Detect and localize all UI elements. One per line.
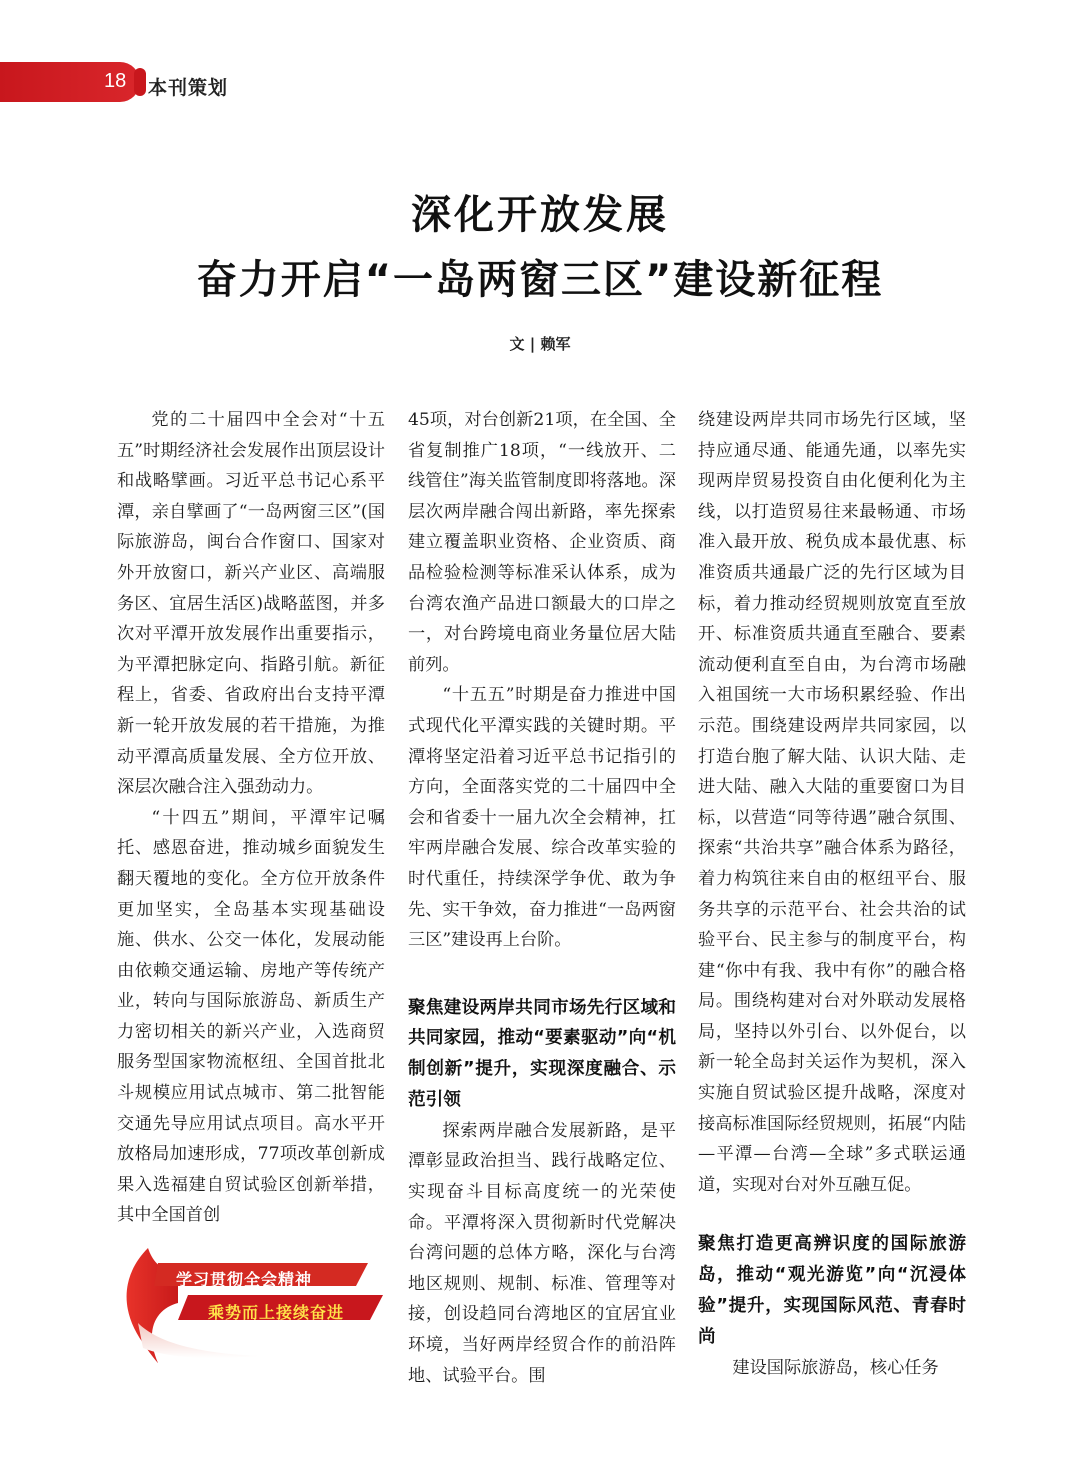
paragraph: “十五五”时期是奋力推进中国式现代化平潭实践的关键时期。平潭将坚定沿着习近平总书记指引的方向，全面落实党的二十届四中全会和省委十一届九次全会精神，扛牢两岸融合发展、综合改革实验的时代重任，持续深学争优、敢为争先、实干争效，奋力推进“一岛两窗三区”建设再上台阶。 xyxy=(408,685,676,951)
paragraph: 45项，对台创新21项，在全国、全省复制推广18项，“一线放开、二线管住”海关监管制度即将落地。深层次两岸融合闯出新路，率先探索建立覆盖职业资格、企业资质、商品检验检测等标准采认体系，成为台湾农渔产品进口额最大的口岸之一，对台跨境电商业务量位居大陆前列。 xyxy=(408,410,676,675)
text-column-2 xyxy=(408,405,676,1391)
banner-line1: 学习贯彻全会精神 xyxy=(176,1270,313,1289)
text-column-3 xyxy=(698,405,966,1383)
flame-fade xyxy=(138,1323,258,1358)
text-column-1 xyxy=(117,405,385,1231)
paragraph: 探索两岸融合发展新路，是平潭彰显政治担当、践行战略定位、实现奋斗目标高度统一的光荣使命。平潭将深入贯彻新时代党解决台湾问题的总体方略，深化与台湾地区规则、规制、标准、管理等对接，创设趋同台湾地区的宜居宜业环境，当好两岸经贸合作的前沿阵地、试验平台。围 xyxy=(408,1120,676,1386)
paragraph: 党的二十届四中全会对“十五五”时期经济社会发展作出顶层设计和战略擘画。习近平总书记心系平潭，亲自擘画了“一岛两窗三区”(国际旅游岛，闽台合作窗口、国家对外开放窗口，新兴产业区、高端服务区、宜居生活区)战略蓝图，并多次对平潭开放发展作出重要指示，为平潭把脉定向、指路引航。新征程上，省委、省政府出台支持平潭新一轮开放发展的若干措施，为推动平潭高质量发展、全方位开放、深层次融合注入强劲动力。 xyxy=(117,410,385,798)
paragraph: 绕建设两岸共同市场先行区域，坚持应通尽通、能通先通，以率先实现两岸贸易投资自由化便利化为主线，以打造贸易往来最畅通、市场准入最开放、税负成本最优惠、标准资质共通最广泛的先行区域为目标，着力推动经贸规则放宽直至放开、标准资质共通直至融合、要素流动便利直至自由，为台湾市场融入祖国统一大市场积累经验、作出示范。围绕建设两岸共同家园，以打造台胞了解大陆、认识大陆、走进大陆、融入大陆的重要窗口为目标，以营造“同等待遇”融合氛围、探索“共治共享”融合体系为路径，着力构筑往来自由的枢纽平台、服务共享的示范平台、社会共治的试验平台、民主参与的制度平台，构建“你中有我、我中有你”的融合格局。围绕构建对台对外联动发展格局，坚持以外引台、以外促台，以新一轮全岛封关运作为契机，深入实施自贸试验区提升战略，深度对接高标准国际经贸规则，拓展“内陆—平潭—台湾—全球”多式联运通道，实现对台对外互融互促。 xyxy=(698,410,966,1195)
byline: 文 | 赖军 xyxy=(509,335,571,353)
article-title-line1: 深化开放发展 xyxy=(411,192,669,238)
paragraph: 建设国际旅游岛，核心任务 xyxy=(732,1357,939,1378)
section-heading: 聚焦打造更高辨识度的国际旅游岛，推动“观光游览”向“沉浸体验”提升，实现国际风范、青春时尚 xyxy=(698,1234,966,1347)
paragraph: “十四五”期间，平潭牢记嘱托、感恩奋进，推动城乡面貌发生翻天覆地的变化。全方位开放条件更加坚实，全岛基本实现基础设施、供水、公交一体化，发展动能由依赖交通运输、房地产等传统产业，转向与国际旅游岛、新质生产力密切相关的新兴产业，入选商贸服务型国家物流枢纽、全国首批北斗规模应用试点城市、第二批智能交通先导应用试点项目。高水平开放格局加速形成，77项改革创新成果入选福建自贸试验区创新举措，其中全国首创 xyxy=(117,807,385,1226)
section-label: 本刊策划 xyxy=(148,77,229,99)
banner-line2: 乘势而上接续奋进 xyxy=(208,1303,345,1322)
section-heading: 聚焦建设两岸共同市场先行区域和共同家园，推动“要素驱动”向“机制创新”提升，实现深度融合、示范引领 xyxy=(408,997,676,1111)
article-title-line2: 奋力开启“一岛两窗三区”建设新征程 xyxy=(196,257,884,303)
page-number: 18 xyxy=(104,70,127,92)
